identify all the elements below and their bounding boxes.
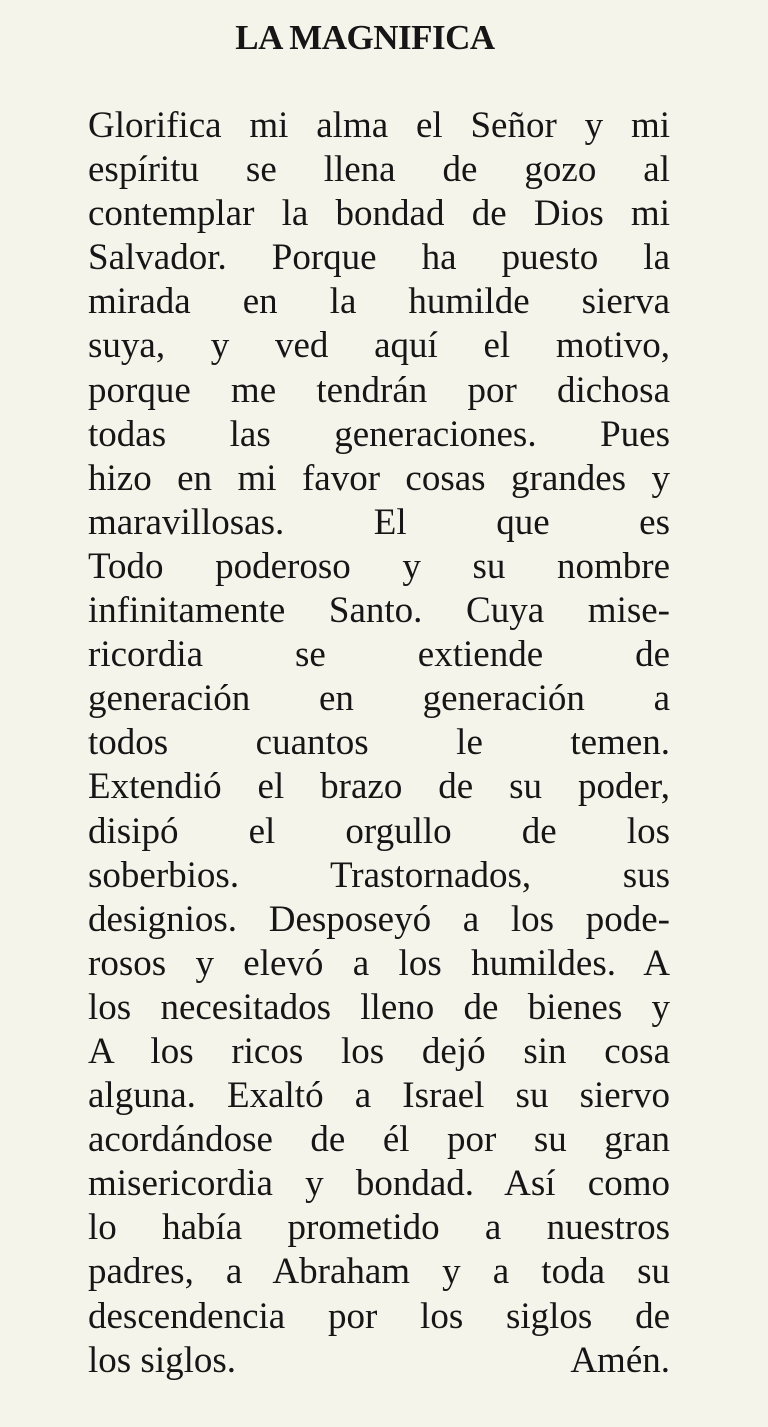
- prayer-line: descendencia por los siglos de: [88, 1295, 670, 1337]
- prayer-line: Salvador. Porque ha puesto la: [88, 237, 670, 279]
- prayer-line: contemplar la bondad de Dios mi: [88, 193, 670, 235]
- prayer-line: porque me tendrán por dichosa: [88, 369, 670, 411]
- prayer-line: infinitamente Santo. Cuya mise-: [88, 590, 670, 632]
- prayer-line: rosos y elevó a los humildes. A: [88, 942, 670, 984]
- prayer-line: maravillosas. El que es: [88, 501, 670, 543]
- prayer-line: mirada en la humilde sierva: [88, 281, 670, 323]
- prayer-line: ricordia se extiende de: [88, 634, 670, 676]
- prayer-line: acordándose de él por su gran: [88, 1119, 670, 1161]
- prayer-closing-amen: Amén.: [570, 1339, 670, 1381]
- prayer-line: padres, a Abraham y a toda su: [88, 1251, 670, 1293]
- prayer-line: todos cuantos le temen.: [88, 722, 670, 764]
- prayer-line: misericordia y bondad. Así como: [88, 1163, 670, 1205]
- prayer-last-line: [88, 1339, 670, 1383]
- prayer-line: alguna. Exaltó a Israel su siervo: [88, 1075, 670, 1117]
- prayer-line: A los ricos los dejó sin cosa: [88, 1030, 670, 1072]
- prayer-line: Extendió el brazo de su poder,: [88, 766, 670, 808]
- prayer-line: espíritu se llena de gozo al: [88, 149, 670, 191]
- prayer-line: Todo poderoso y su nombre: [88, 545, 670, 587]
- prayer-line: los siglos.: [88, 1339, 237, 1381]
- prayer-body: [88, 104, 670, 1383]
- prayer-line: generación en generación a: [88, 678, 670, 720]
- prayer-line: disipó el orgullo de los: [88, 810, 670, 852]
- prayer-line: Glorifica mi alma el Señor y mi: [88, 105, 670, 146]
- prayer-line: lo había prometido a nuestros: [88, 1207, 670, 1249]
- prayer-line: todas las generaciones. Pues: [88, 413, 670, 455]
- prayer-line: hizo en mi favor cosas grandes y: [88, 457, 670, 499]
- prayer-line: designios. Desposeyó a los pode-: [88, 898, 670, 940]
- prayer-line: suya, y ved aquí el motivo,: [88, 325, 670, 367]
- prayer-line: soberbios. Trastornados, sus: [88, 854, 670, 896]
- prayer-title: LA MAGNIFICA: [235, 18, 495, 57]
- prayer-line: los necesitados lleno de bienes y: [88, 986, 670, 1028]
